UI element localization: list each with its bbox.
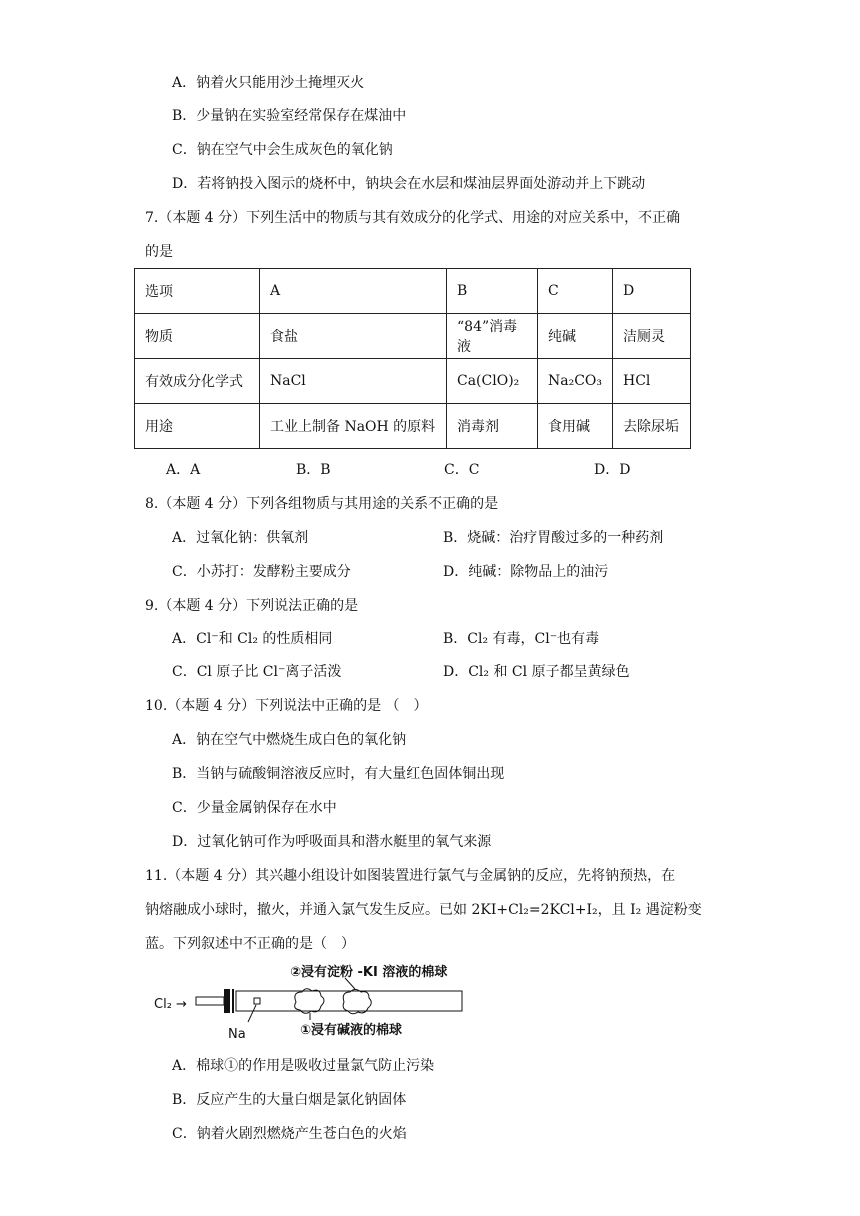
table-cell: 用途 bbox=[135, 404, 260, 449]
q10-option-c: C．少量金属钠保存在水中 bbox=[172, 800, 337, 816]
cotton-ball-2-label: ②浸有淀粉 -KI 溶液的棉球 bbox=[290, 965, 448, 980]
q7-stem-line2: 的是 bbox=[145, 244, 173, 260]
q6-option-a: A．钠着火只能用沙土掩埋灭火 bbox=[172, 75, 365, 91]
q7-table bbox=[134, 268, 691, 449]
table-cell: HCl bbox=[613, 359, 691, 404]
q9-option-c: C．Cl 原子比 Cl⁻离子活泼 bbox=[172, 664, 342, 680]
q11-option-a: A．棉球①的作用是吸收过量氯气防止污染 bbox=[172, 1058, 435, 1074]
q8-option-d: D．纯碱：除物品上的油污 bbox=[443, 564, 609, 580]
na-pointer-line bbox=[248, 1005, 256, 1022]
q9-stem: 9.（本题 4 分）下列说法正确的是 bbox=[145, 598, 359, 614]
q11-stem-line2: 钠熔融成小球时，撤火，并通入氯气发生反应。已如 2KI+Cl₂=2KCl+I₂，且 I₂ 遇淀粉变 bbox=[145, 902, 702, 918]
q7-option-c: C．C bbox=[444, 462, 480, 478]
table-cell: 消毒剂 bbox=[447, 404, 538, 449]
q6-option-d: D．若将钠投入图示的烧杯中，钠块会在水层和煤油层界面处游动并上下跳动 bbox=[172, 176, 646, 192]
q8-option-c: C．小苏打：发酵粉主要成分 bbox=[172, 564, 351, 580]
table-cell: 食盐 bbox=[260, 314, 447, 359]
q11-stem-line3: 蓝。下列叙述中不正确的是（ ） bbox=[145, 936, 355, 952]
cotton-ball-2 bbox=[343, 990, 371, 1014]
table-cell: “84”消毒液 bbox=[447, 314, 538, 359]
cotton-ball-1-label: ①浸有碱液的棉球 bbox=[300, 1023, 403, 1038]
q9-option-a: A．Cl⁻和 Cl₂ 的性质相同 bbox=[172, 631, 333, 647]
table-cell: C bbox=[538, 269, 613, 314]
q10-option-b: B．当钠与硫酸铜溶液反应时，有大量红色固体铜出现 bbox=[172, 766, 505, 782]
inlet-tube bbox=[196, 997, 224, 1005]
q10-option-d: D．过氧化钠可作为呼吸面具和潜水艇里的氧气来源 bbox=[172, 834, 492, 850]
table-row bbox=[135, 404, 691, 449]
q6-option-c: C．钠在空气中会生成灰色的氧化钠 bbox=[172, 142, 393, 158]
sodium-piece bbox=[254, 998, 260, 1004]
q6-option-b: B．少量钠在实验室经常保存在煤油中 bbox=[172, 108, 407, 124]
table-cell: 选项 bbox=[135, 269, 260, 314]
table-row bbox=[135, 269, 691, 314]
stopper bbox=[224, 989, 230, 1013]
table-cell: 有效成分化学式 bbox=[135, 359, 260, 404]
q8-option-b: B．烧碱：治疗胃酸过多的一种药剂 bbox=[443, 530, 664, 546]
q9-option-b: B．Cl₂ 有毒，Cl⁻也有毒 bbox=[443, 631, 600, 647]
table-cell: 物质 bbox=[135, 314, 260, 359]
glass-tube bbox=[236, 991, 462, 1011]
table-row bbox=[135, 359, 691, 404]
table-cell: Na₂CO₃ bbox=[538, 359, 613, 404]
q7-option-b: B．B bbox=[296, 462, 331, 478]
q7-option-a: A．A bbox=[166, 462, 201, 478]
table-cell: D bbox=[613, 269, 691, 314]
table-cell: A bbox=[260, 269, 447, 314]
q7-stem-line1: 7.（本题 4 分）下列生活中的物质与其有效成分的化学式、用途的对应关系中，不正确 bbox=[145, 210, 681, 226]
table-cell: 工业上制备 NaOH 的原料 bbox=[260, 404, 447, 449]
q8-option-a: A．过氧化钠：供氧剂 bbox=[172, 530, 309, 546]
q9-option-d: D．Cl₂ 和 Cl 原子都呈黄绿色 bbox=[443, 664, 630, 680]
q7-option-d: D．D bbox=[594, 462, 631, 478]
q11-stem-line1: 11.（本题 4 分）其兴趣小组设计如图装置进行氯气与金属钠的反应，先将钠预热，在 bbox=[145, 868, 676, 884]
table-cell: 纯碱 bbox=[538, 314, 613, 359]
table-cell: 洁厕灵 bbox=[613, 314, 691, 359]
chlorine-gas-label: Cl₂ → bbox=[154, 997, 187, 1012]
q10-stem: 10.（本题 4 分）下列说法中正确的是 （ ） bbox=[145, 698, 428, 714]
q10-option-a: A．钠在空气中燃烧生成白色的氧化钠 bbox=[172, 732, 407, 748]
table-cell: NaCl bbox=[260, 359, 447, 404]
cotton-ball-1 bbox=[295, 989, 324, 1014]
table-cell: B bbox=[447, 269, 538, 314]
q11-option-b: B．反应产生的大量白烟是氯化钠固体 bbox=[172, 1092, 407, 1108]
q11-option-c: C．钠着火剧烈燃烧产生苍白色的火焰 bbox=[172, 1126, 407, 1142]
table-cell: Ca(ClO)₂ bbox=[447, 359, 538, 404]
q8-stem: 8.（本题 4 分）下列各组物质与其用途的关系不正确的是 bbox=[145, 496, 499, 512]
apparatus-diagram bbox=[150, 962, 480, 1042]
table-cell: 去除尿垢 bbox=[613, 404, 691, 449]
table-cell: 食用碱 bbox=[538, 404, 613, 449]
table-row bbox=[135, 314, 691, 359]
sodium-label: Na bbox=[228, 1027, 246, 1042]
